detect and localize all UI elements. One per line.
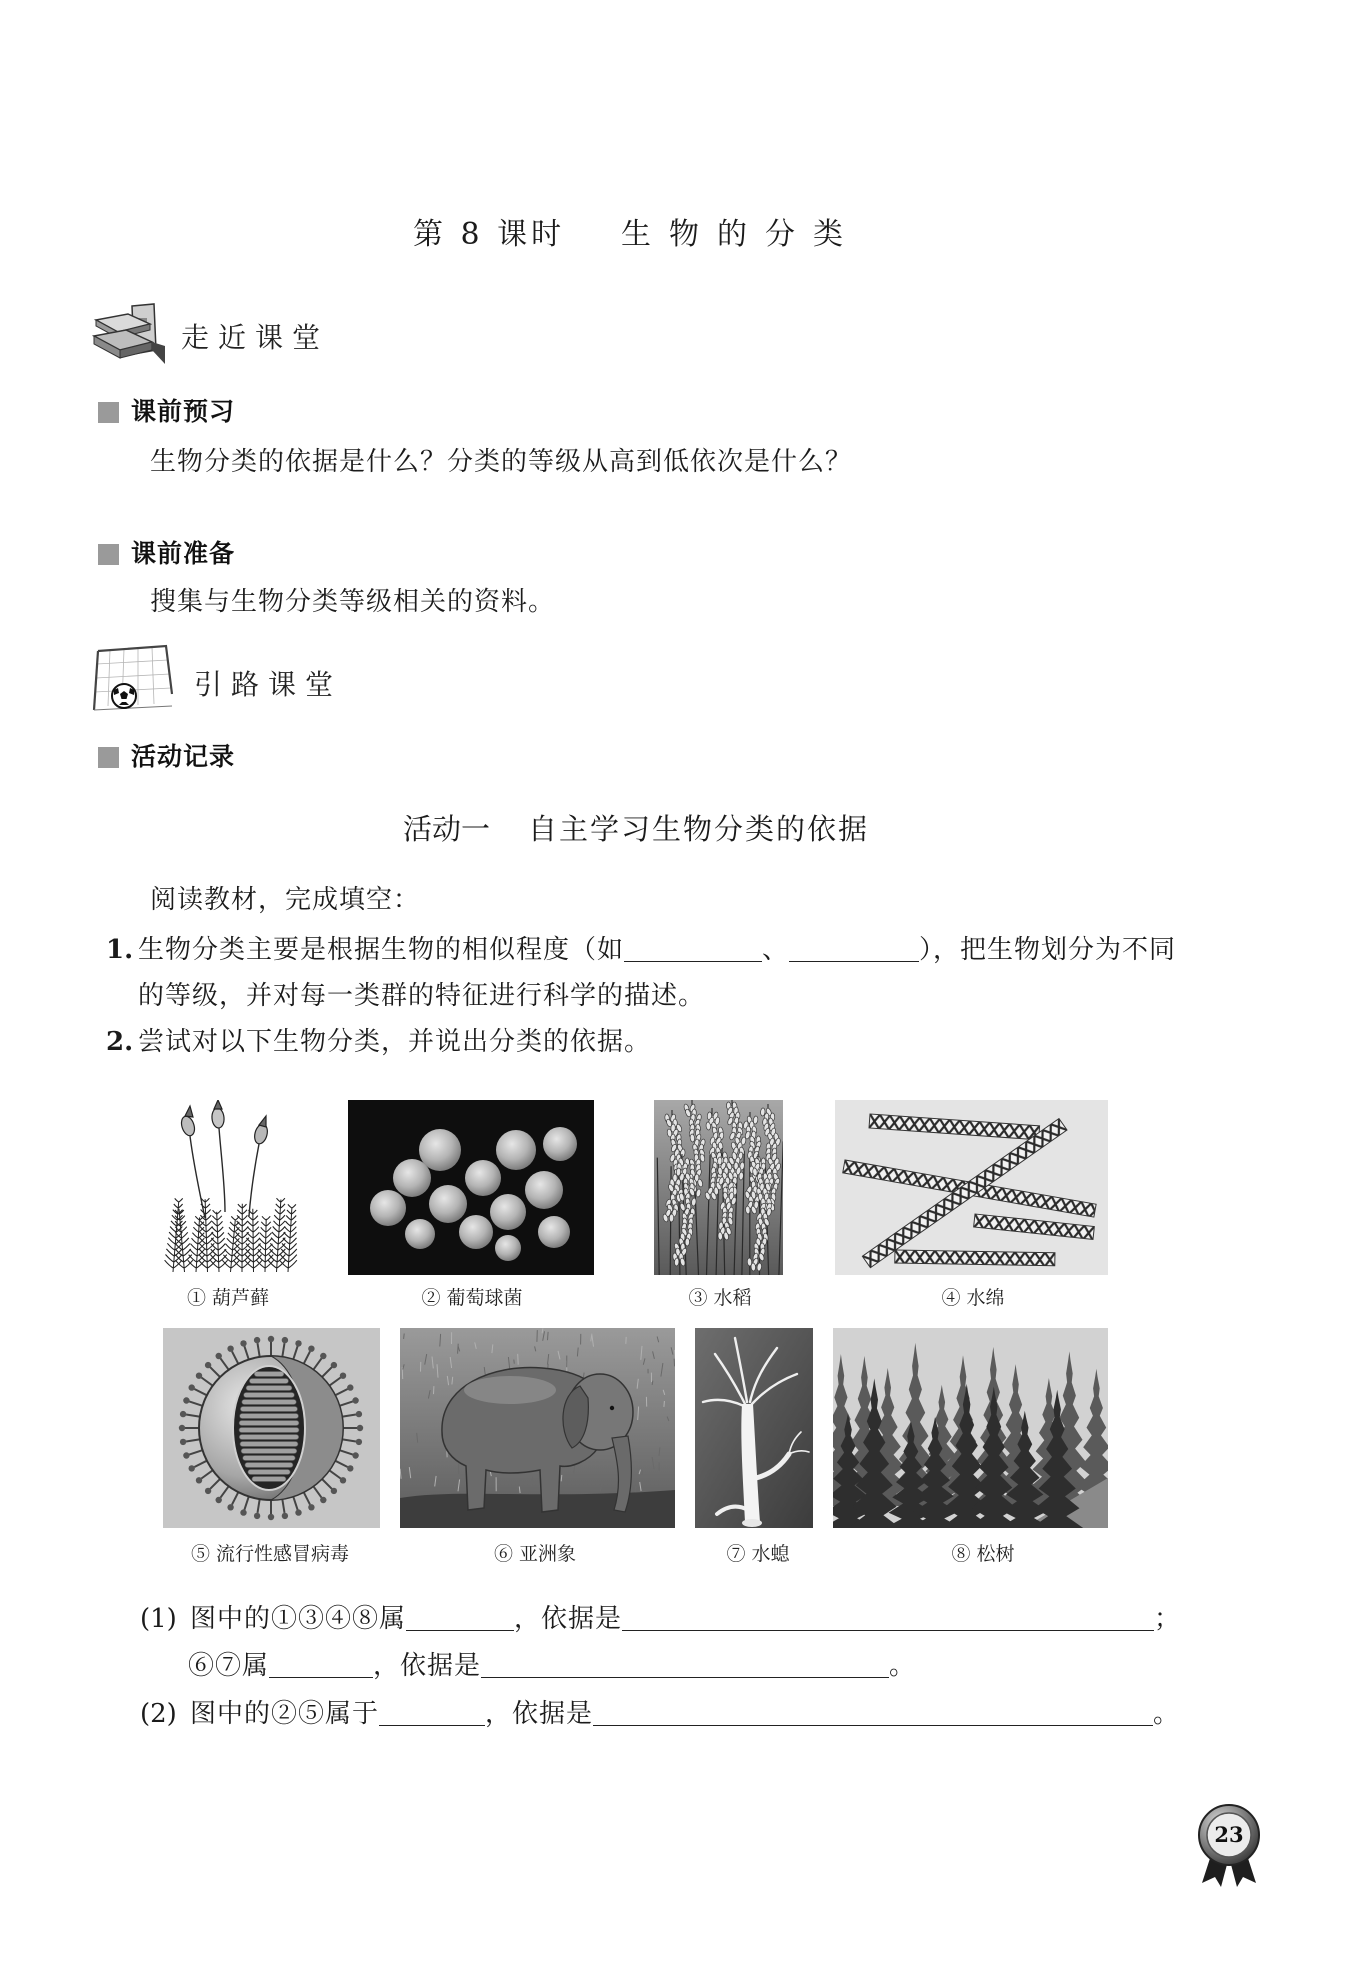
question-1-text-before: 生物分类主要是根据生物的相似程度（如 bbox=[138, 935, 625, 965]
question-1-number: 1. bbox=[106, 935, 134, 965]
spirogyra-image bbox=[835, 1100, 1108, 1275]
influenza-virus-image bbox=[163, 1328, 380, 1528]
sub-question-1-text-e: ，依据是 bbox=[373, 1651, 482, 1681]
caption-rice: ③ 水稻 bbox=[688, 1287, 752, 1309]
answer-blank bbox=[622, 1610, 1154, 1631]
preview-question: 生物分类的依据是什么？分类的等级从高到低依次是什么？ bbox=[150, 447, 853, 477]
rice-image bbox=[654, 1100, 783, 1275]
sub-question-2-text-a: 图中的②⑤属于 bbox=[190, 1699, 380, 1729]
answer-blank bbox=[406, 1610, 514, 1631]
sub-question-2-line bbox=[190, 1698, 1180, 1730]
section-bullet bbox=[98, 402, 119, 423]
question-1-line-2: 的等级，并对每一类群的特征进行科学的描述。 bbox=[138, 981, 706, 1011]
activity-intro: 阅读教材，完成填空： bbox=[150, 885, 421, 915]
activity-number: 活动一 bbox=[403, 812, 491, 846]
answer-blank bbox=[481, 1657, 889, 1678]
caption-hydra: ⑦ 水螅 bbox=[726, 1543, 790, 1565]
question-1-line-1 bbox=[138, 934, 1176, 966]
sub-question-1-line-1 bbox=[190, 1603, 1181, 1635]
question-1-text-after: ），把生物划分为不同 bbox=[919, 935, 1177, 965]
answer-blank bbox=[789, 941, 919, 962]
question-1-separator: 、 bbox=[762, 935, 790, 965]
sub-question-2-text-b: ，依据是 bbox=[485, 1699, 594, 1729]
question-2-number: 2. bbox=[106, 1027, 134, 1057]
answer-blank bbox=[593, 1705, 1153, 1726]
activity-title bbox=[403, 809, 490, 849]
sub-question-1-text-f: 。 bbox=[889, 1651, 917, 1681]
sub-question-1-number: (1) bbox=[140, 1604, 177, 1634]
section-bullet bbox=[98, 544, 119, 565]
books-icon bbox=[92, 300, 170, 368]
caption-asian-elephant: ⑥ 亚洲象 bbox=[493, 1543, 577, 1565]
section-approach-title: 走近课堂 bbox=[181, 321, 330, 354]
soccer-goal-icon bbox=[92, 644, 176, 714]
moss-image bbox=[163, 1100, 300, 1275]
sub-question-1-text-c: ； bbox=[1154, 1604, 1182, 1634]
sub-question-1-text-b: ，依据是 bbox=[514, 1604, 623, 1634]
sub-question-1-line-2 bbox=[188, 1650, 916, 1682]
activity-topic-text: 自主学习生物分类的依据 bbox=[528, 812, 870, 846]
medal-badge-icon bbox=[1189, 1797, 1269, 1887]
asian-elephant-image bbox=[400, 1328, 675, 1528]
pine-tree-image bbox=[833, 1328, 1108, 1528]
answer-blank bbox=[269, 1657, 373, 1678]
caption-influenza-virus: ⑤ 流行性感冒病毒 bbox=[190, 1543, 350, 1565]
section-bullet bbox=[98, 747, 119, 768]
caption-moss: ① 葫芦藓 bbox=[186, 1287, 270, 1309]
activity-topic bbox=[528, 809, 869, 849]
sub-question-2-number: (2) bbox=[140, 1699, 177, 1729]
answer-blank bbox=[624, 941, 762, 962]
page-number: 23 bbox=[1214, 1822, 1244, 1847]
prepare-heading: 课前准备 bbox=[131, 539, 236, 568]
prepare-text: 搜集与生物分类等级相关的资料。 bbox=[150, 587, 556, 617]
page-title bbox=[413, 215, 565, 255]
answer-blank bbox=[379, 1705, 485, 1726]
sub-question-2-text-c: 。 bbox=[1153, 1699, 1181, 1729]
caption-pine-tree: ⑧ 松树 bbox=[951, 1543, 1015, 1565]
caption-spirogyra: ④ 水绵 bbox=[941, 1287, 1005, 1309]
caption-staphylococcus: ② 葡萄球菌 bbox=[421, 1287, 523, 1309]
lesson-number: 第 8 课时 bbox=[413, 217, 566, 252]
hydra-image bbox=[695, 1328, 813, 1528]
sub-question-1-text-a: 图中的①③④⑧属 bbox=[190, 1604, 407, 1634]
staphylococcus-image bbox=[348, 1100, 594, 1275]
sub-question-1-text-d: ⑥⑦属 bbox=[188, 1651, 270, 1681]
question-2-text: 尝试对以下生物分类，并说出分类的依据。 bbox=[138, 1027, 652, 1057]
lesson-topic bbox=[621, 215, 861, 255]
lesson-topic-text: 生物的分类 bbox=[621, 217, 861, 252]
section-guide-title: 引路课堂 bbox=[194, 668, 343, 701]
record-heading: 活动记录 bbox=[131, 742, 236, 771]
preview-heading: 课前预习 bbox=[131, 397, 236, 426]
